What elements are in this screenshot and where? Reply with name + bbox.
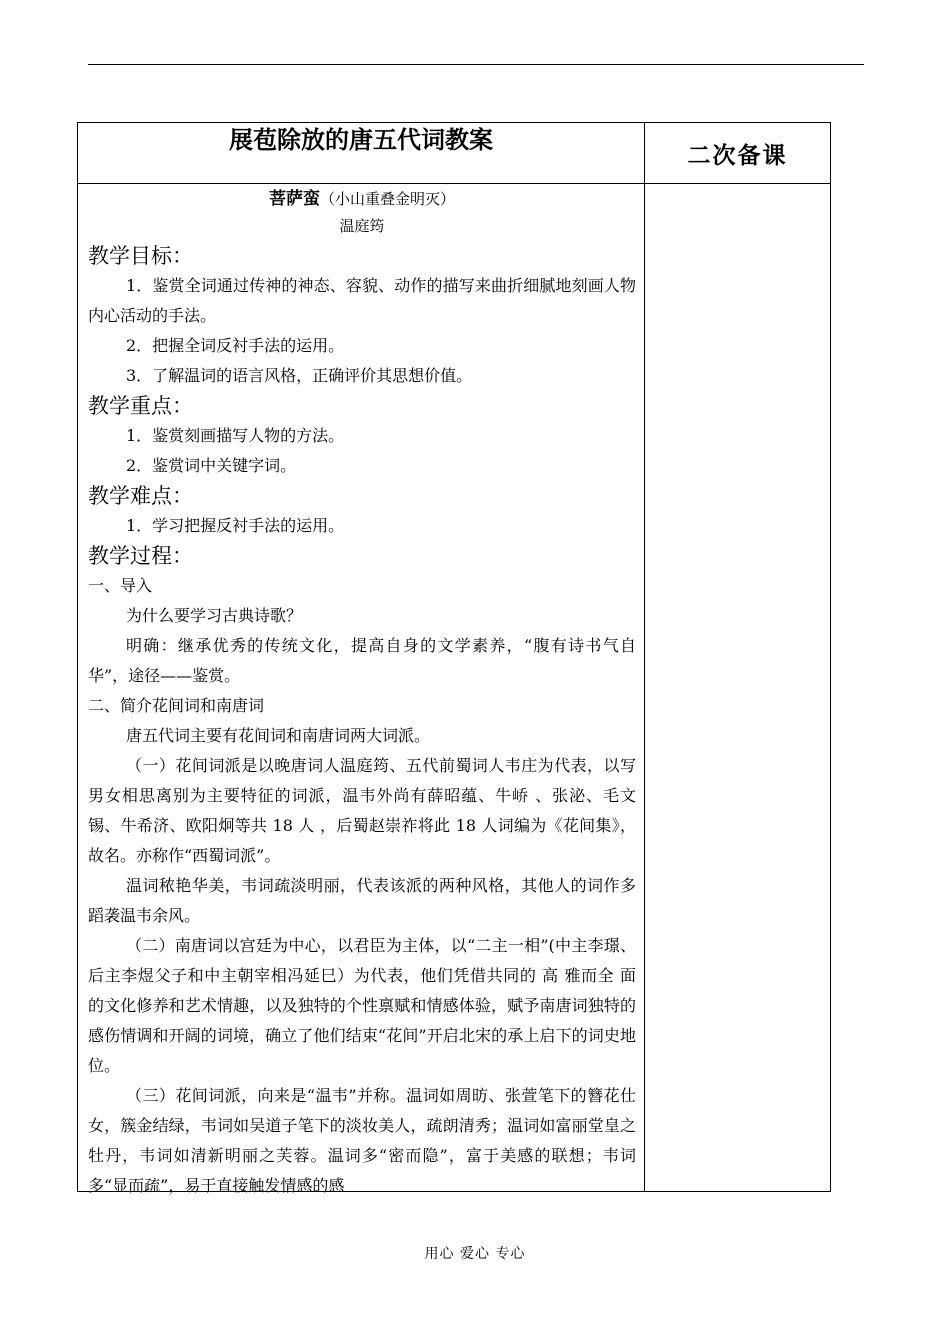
key-points-heading: 教学重点：	[88, 394, 193, 418]
row-divider	[78, 183, 830, 184]
process-part-label: 一、导入	[88, 576, 153, 595]
process-paragraph: 为什么要学习古典诗歌？	[126, 606, 303, 625]
header-rule	[88, 64, 864, 65]
process-paragraph: 明确：继承优秀的传统文化，提高自身的文学素养，“腹有诗书气自华”，途径——鉴赏。	[88, 636, 636, 685]
process-paragraph: （三）花间词派，向来是“温韦”并称。温词如周昉、张萱笔下的簪花仕女，簇金结绿，韦词如吴道子笔下的淡妆美人，疏朗清秀；温词如富丽堂皇之牡丹，韦词如清新明丽之芙蓉。温词多“密而隐”，富于美感的联想；韦词多“显而疏”，易于直接触发情感的感	[88, 1086, 636, 1195]
poem-name: 菩萨蛮	[268, 189, 320, 209]
key-point-item: 1．鉴赏刻画描写人物的方法。	[126, 426, 345, 445]
process-paragraph: 唐五代词主要有花间词和南唐词两大词派。	[126, 726, 431, 745]
column-divider	[644, 123, 645, 1191]
document-title: 展苞除放的唐五代词教案	[229, 126, 493, 154]
process-part-label: 二、简介花间词和南唐词	[88, 696, 265, 715]
goals-heading: 教学目标：	[88, 244, 193, 268]
process-heading: 教学过程：	[88, 544, 193, 568]
process-paragraph: 温词秾艳华美，韦词疏淡明丽，代表该派的两种风格，其他人的词作多蹈袭温韦余风。	[88, 876, 636, 925]
goal-item: 2．把握全词反衬手法的运用。	[126, 336, 345, 355]
goal-item: 1．鉴赏全词通过传神的神态、容貌、动作的描写来曲折细腻地刻画人物内心活动的手法。	[88, 276, 636, 325]
second-preparation-heading: 二次备课	[687, 142, 788, 169]
key-point-item: 2．鉴赏词中关键字词。	[126, 456, 297, 475]
goal-item: 3．了解温词的语言风格，正确评价其思想价值。	[126, 366, 473, 385]
difficulties-heading: 教学难点：	[88, 484, 193, 508]
poem-title	[88, 187, 636, 211]
lesson-plan-table	[77, 122, 831, 1195]
poem-subtitle: （小山重叠金明灭）	[319, 190, 455, 208]
process-paragraph: （二）南唐词以宫廷为中心，以君臣为主体，以“二主一相”(中主李璟、后主李煜父子和中主朝宰相冯延巳）为代表，他们凭借共同的 高 雅而全 面 的文化修养和艺术情趣，以及独特的个性禀赋和情感体验，赋予南唐词独特的感伤情调和开阔的词境，确立了他们结束“花间”开启北宋的承上启下的词史地位。	[88, 936, 636, 1075]
process-paragraph: （一）花间词派是以晚唐词人温庭筠、五代前蜀词人韦庄为代表，以写男女相思离别为主要特征的词派，温韦外尚有薛昭蕴、牛峤 、张泌、毛文锡、牛希济、欧阳炯等共 18 人 ，后蜀赵崇祚将此 18 人词编为《花间集》，故名。亦称作“西蜀词派”。	[88, 756, 636, 865]
page-footer: 用心 爱心 专心	[424, 1246, 526, 1262]
poem-author: 温庭筠	[339, 217, 385, 235]
difficulty-item: 1．学习把握反衬手法的运用。	[126, 516, 345, 535]
lesson-content	[88, 187, 636, 1201]
